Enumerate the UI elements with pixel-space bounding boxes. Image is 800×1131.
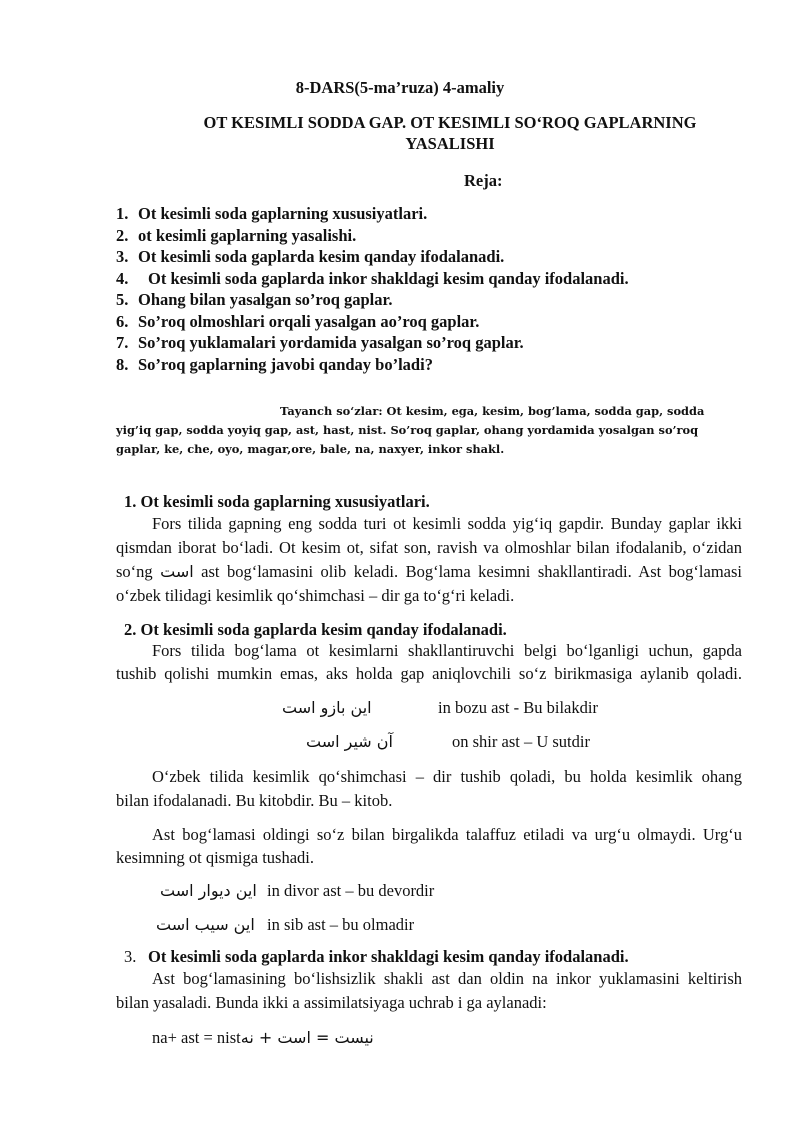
plan-item: 7. So’roq yuklamalari yordamida yasalgan so’roq gaplar. <box>116 333 524 352</box>
paragraph-line: Fors tilida gapning eng sodda turi ot kesimli sodda yig‘iq gapdir. Bunday gaplar ikki <box>152 514 742 533</box>
plan-item: 1. Ot kesimli soda gaplarning xususiyatlari. <box>116 204 428 223</box>
formula-line: na+ ast = nistنیست = است + نه <box>152 1028 374 1047</box>
section-3-heading: 3. Ot kesimli soda gaplarda inkor shakldagi kesim qanday ifodalanadi. <box>124 947 629 966</box>
plan-item: 6. So’roq olmoshlari orqali yasalgan ao’roq gaplar. <box>116 312 480 331</box>
paragraph-line: bilan ifodalanadi. Bu kitobdir. Bu – kitob. <box>116 791 393 810</box>
section-2-heading: 2. Ot kesimli soda gaplarda kesim qanday ifodalanadi. <box>124 620 507 639</box>
paragraph-line: qismdan iborat bo‘ladi. Ot kesim ot, sifat son, ravish va olmoshlar bilan ifodalanib, o‘zidan <box>116 538 742 557</box>
example-translation: in sib ast – bu olmadir <box>267 915 415 934</box>
plan-heading: Reja: <box>464 171 503 190</box>
plan-item: 4. Ot kesimli soda gaplarda inkor shakldagi kesim qanday ifodalanadi. <box>116 269 629 288</box>
example-translation: in bozu ast - Bu bilakdir <box>438 698 598 717</box>
paragraph-line: tushib qolishi mumkin emas, aks holda gap aniqlovchili so‘z birikmasiga aylanib qoladi. <box>116 664 742 683</box>
paragraph-line: kesimning ot qismiga tushadi. <box>116 848 314 867</box>
example-translation: on shir ast – U sutdir <box>452 732 590 751</box>
plan-item: 2. ot kesimli gaplarning yasalishi. <box>116 226 357 245</box>
plan-item: 8. So’roq gaplarning javobi qanday bo’ladi? <box>116 355 433 374</box>
persian-example: این سیب است <box>156 915 255 934</box>
example-translation: in divor ast – bu devordir <box>267 881 435 900</box>
paragraph-line: O‘zbek tilida kesimlik qo‘shimchasi – dir tushib qoladi, bu holda kesimlik ohang <box>152 767 742 786</box>
paragraph-line: Fors tilida bog‘lama ot kesimlarni shakllantiruvchi belgi bo‘lganligi uchun, gapda <box>152 641 742 660</box>
keywords-line: gaplar, ke, che, oyo, magar,ore, bale, na, naxyer, inkor shakl. <box>116 442 505 456</box>
title-line-1: OT KESIMLI SODDA GAP. OT KESIMLI SO‘ROQ GAPLARNING <box>203 113 697 132</box>
keywords-line: Tayanch so‘zlar: Ot kesim, ega, kesim, bog’lama, sodda gap, sodda <box>280 404 705 418</box>
persian-text: است <box>160 562 194 581</box>
plan-item: 5. Ohang bilan yasalgan so’roq gaplar. <box>116 290 393 309</box>
keywords-line: yig’iq gap, sodda yoyiq gap, ast, hast, nist. So’roq gaplar, ohang yordamida yosalgan so’roq <box>116 423 699 437</box>
section-1-heading: 1. Ot kesimli soda gaplarning xususiyatlari. <box>124 492 430 511</box>
persian-example: این دیوار است <box>160 881 257 900</box>
paragraph-line: so‘ng است ast bog‘lamasini olib keladi. Bog‘lama kesimni shakllantiradi. Ast bog‘lamasi <box>116 562 743 581</box>
persian-example: آن شیر است <box>306 732 393 751</box>
lesson-header: 8-DARS(5-ma’ruza) 4-amaliy <box>295 78 505 97</box>
persian-formula: نیست = است + نه <box>240 1028 374 1047</box>
paragraph-line: o‘zbek tilidagi kesimlik qo‘shimchasi – dir ga to‘g‘ri keladi. <box>116 586 515 605</box>
title-line-2: YASALISHI <box>405 134 495 153</box>
paragraph-line: Ast bog‘lamasi oldingi so‘z bilan birgalikda talaffuz etiladi va urg‘u olmaydi. Urg‘u <box>152 825 742 844</box>
paragraph-line: Ast bog‘lamasining bo‘lishsizlik shakli ast dan oldin na inkor yuklamasini keltirish <box>152 969 742 988</box>
paragraph-line: bilan yasaladi. Bunda ikki a assimilatsiyaga uchrab i ga aylanadi: <box>116 993 547 1012</box>
persian-example: این بازو است <box>282 698 372 717</box>
plan-item: 3. Ot kesimli soda gaplarda kesim qanday ifodalanadi. <box>116 247 505 266</box>
